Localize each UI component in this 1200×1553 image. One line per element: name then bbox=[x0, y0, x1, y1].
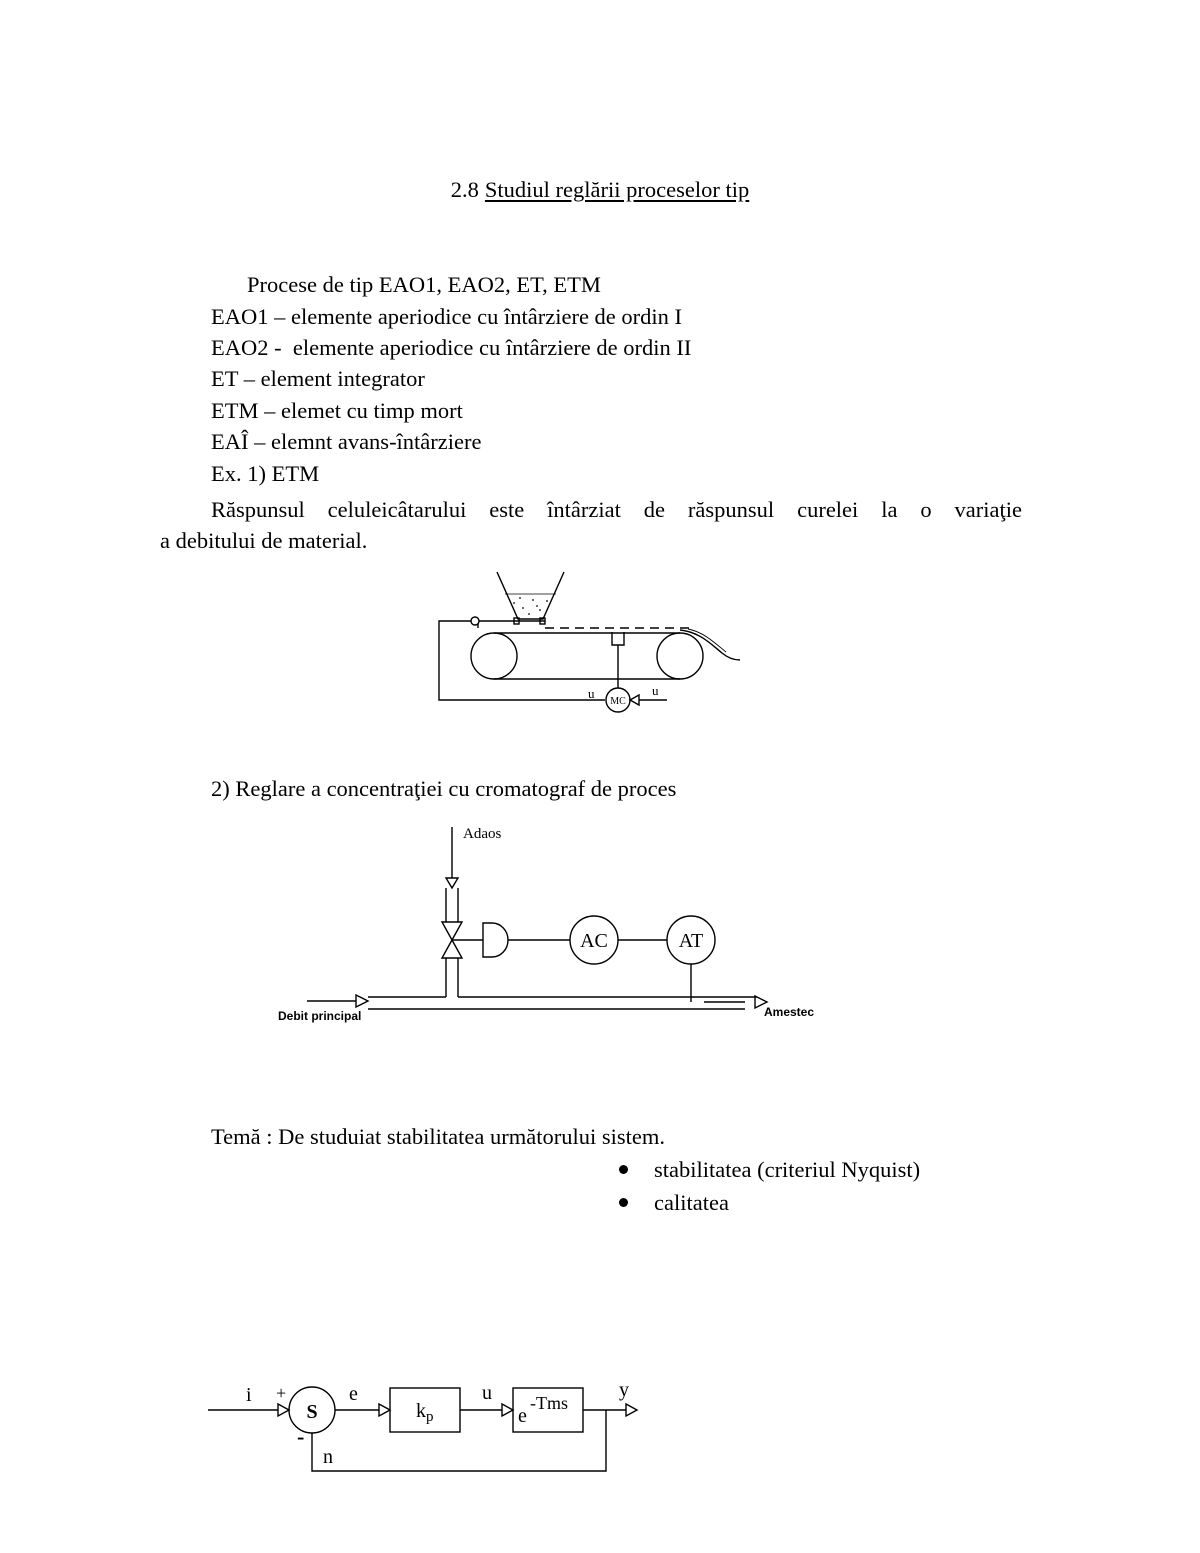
bullet-text: calitatea bbox=[654, 1190, 729, 1215]
definition-eai: EAÎ – elemnt avans-întârziere bbox=[211, 429, 482, 454]
bd-error-label: e bbox=[349, 1383, 358, 1405]
mc-label: MC bbox=[610, 696, 626, 707]
bd-delay-exponent: -Tms bbox=[530, 1393, 568, 1413]
definition-eao1: EAO1 – elemente aperiodice cu întârziere de ordin I bbox=[211, 304, 683, 329]
at-label: AT bbox=[678, 930, 704, 952]
intro-line: Procese de tip EAO1, EAO2, ET, ETM bbox=[247, 272, 601, 297]
section-number: 2.8 bbox=[450, 177, 479, 202]
amestec-label: Amestec bbox=[764, 1005, 815, 1019]
example1-para-line1: Răspunsul celuleicâtarului este întârziat de răspunsul curelei la o variaţie bbox=[211, 497, 1022, 522]
bd-gain-k: $k_p$ bbox=[416, 1400, 434, 1425]
hopper-material bbox=[513, 597, 548, 615]
tema-text: Temă : De studuiat stabilitatea următorului sistem. bbox=[211, 1124, 665, 1149]
bd-sum-label: S bbox=[306, 1401, 318, 1423]
example1-heading: Ex. 1) ETM bbox=[211, 461, 320, 486]
bullet-icon bbox=[619, 1198, 628, 1207]
ac-label: AC bbox=[580, 930, 608, 952]
example2-heading: 2) Reglare a concentraţiei cu cromatograf de proces bbox=[211, 776, 677, 801]
bullet-item bbox=[619, 1190, 729, 1216]
conveyor-label-u-left: u bbox=[588, 686, 595, 701]
section-title: Studiul reglării proceselor tip bbox=[484, 177, 750, 202]
conveyor-label-u-right: u bbox=[652, 683, 659, 698]
bd-minus-sign: - bbox=[297, 1424, 305, 1449]
definition-etm: ETM – elemet cu timp mort bbox=[211, 398, 463, 423]
bd-delay-base: e bbox=[518, 1405, 527, 1427]
bd-control-label: u bbox=[482, 1382, 492, 1404]
bullet-text: stabilitatea (criteriul Nyquist) bbox=[654, 1157, 921, 1182]
bd-input-label: i bbox=[246, 1384, 252, 1406]
definition-et: ET – element integrator bbox=[211, 366, 425, 391]
bd-output-label: y bbox=[619, 1379, 629, 1401]
bd-plus-sign: + bbox=[276, 1383, 287, 1403]
hopper-shape bbox=[497, 572, 564, 619]
example1-para-line2: a debitului de material. bbox=[160, 528, 368, 553]
bullet-icon bbox=[619, 1165, 628, 1174]
bd-feedback-label: n bbox=[323, 1446, 333, 1468]
bd-gain-subscript: p bbox=[426, 1409, 434, 1425]
definition-eao2: EAO2 - elemente aperiodice cu întârziere de ordin II bbox=[211, 335, 692, 360]
debit-principal-label: Debit principal bbox=[278, 1009, 362, 1023]
adaos-label: Adaos bbox=[463, 826, 502, 842]
conveyor-diagram bbox=[0, 0, 1200, 760]
bullet-item bbox=[619, 1157, 920, 1183]
